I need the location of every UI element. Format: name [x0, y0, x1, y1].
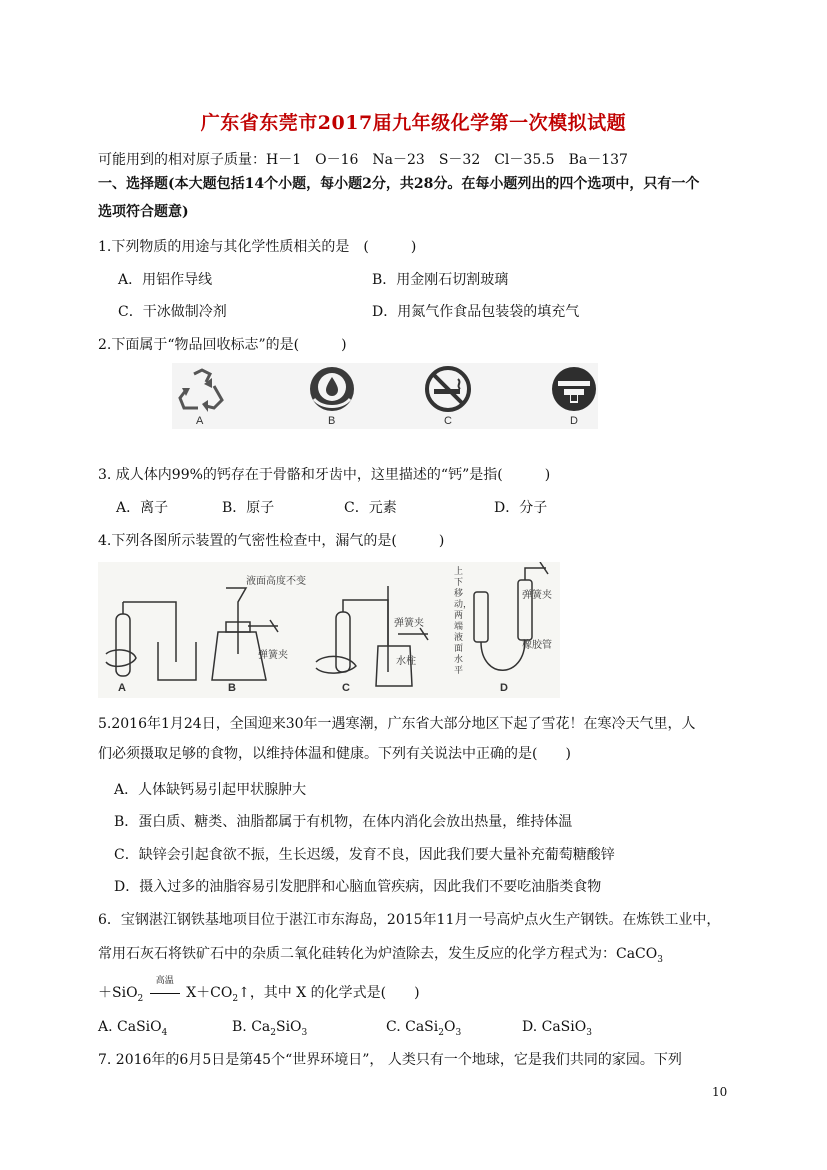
q6-line2: 常用石灰石将铁矿石中的杂质二氧化硅转化为炉渣除去，发生反应的化学方程式为：CaCO$_3$	[98, 946, 663, 965]
eq-right: X＋CO	[186, 985, 233, 1001]
q1-option-d: D．用氮气作食品包装袋的填充气	[372, 304, 580, 320]
q1-option-c: C．干冰做制冷剂	[118, 304, 227, 320]
q5-option-d: D．摄入过多的油脂容易引发肥胖和心脑血管疾病，因此我们不要吃油脂类食物	[114, 879, 602, 895]
q1-option-a: A．用铝作导线	[118, 272, 213, 288]
apparatus-drawing	[98, 562, 560, 698]
q4-label-d: D	[500, 682, 508, 694]
q3-option-c: C．元素	[344, 500, 397, 516]
q4-annot-b-clip: 弹簧夹	[258, 650, 288, 661]
q6-option-a: A. CaSiO$_4$	[98, 1019, 168, 1038]
page-number: 10	[712, 1085, 728, 1099]
q6-option-b: B. $Ca_2SiO_3$	[232, 1019, 308, 1038]
q4-annot-c-water: 水柱	[396, 656, 416, 667]
q6-line1: 6．宝钢湛江钢铁基地项目位于湛江市东海岛，2015年11月一号高炉点火生产钢铁。在炼铁工业中，	[98, 912, 721, 928]
water-saving-icon	[304, 365, 360, 417]
q2-label-d: D	[570, 415, 578, 427]
q6-option-c: C. $CaSi_2O_3$	[386, 1019, 462, 1038]
q4-label-c: C	[342, 682, 350, 694]
q1-option-b: B．用金刚石切割玻璃	[372, 272, 509, 288]
q3-option-d: D．分子	[494, 500, 548, 516]
no-smoking-icon	[420, 365, 476, 417]
atomic-masses: 可能用到的相对原子质量：H－1 O－16 Na－23 S－32 Cl－35.5 Ba－137	[98, 152, 628, 168]
q4-annot-d-tube: 橡胶管	[522, 640, 552, 651]
eq-condition: 高温	[148, 983, 182, 1003]
q4-stem: 4.下列各图所示装置的气密性检查中，漏气的是( )	[98, 533, 445, 549]
section-heading-line1: 一、选择题(本大题包括14个小题，每小题2分，共28分。在每小题列出的四个选项中，只有一个	[98, 176, 700, 192]
q5-option-c: C．缺锌会引起食欲不振，生长迟缓，发育不良，因此我们要大量补充葡萄糖酸锌	[114, 847, 615, 863]
q3-option-a: A．离子	[116, 500, 169, 516]
q2-stem: 2.下面属于“物品回收标志”的是( )	[98, 337, 347, 353]
q4-annot-d-clip: 弹簧夹	[522, 590, 552, 601]
q1-stem: 1.下列物质的用途与其化学性质相关的是 ( )	[98, 239, 417, 255]
recycling-symbols-figure	[172, 363, 598, 429]
q3-stem: 3. 成人体内99%的钙存在于骨骼和牙齿中，这里描述的“钙”是指( )	[98, 467, 551, 483]
q6-option-d: D. CaSiO$_3$	[522, 1019, 592, 1038]
q2-label-b: B	[328, 415, 336, 427]
section-heading-line2: 选项符合题意)	[98, 204, 189, 220]
q5-option-a: A．人体缺钙易引起甲状腺肿大	[114, 782, 307, 798]
energy-saving-icon	[546, 365, 602, 417]
q4-annot-c-clip: 弹簧夹	[394, 618, 424, 629]
q5-line2: 们必须摄取足够的食物，以维持体温和健康。下列有关说法中正确的是( )	[98, 746, 571, 762]
q5-line1: 5.2016年1月24日，全国迎来30年一遇寒潮，广东省大部分地区下起了雪花！在寒冷天气里，人	[98, 716, 696, 732]
q2-label-a: A	[196, 415, 204, 427]
q2-label-c: C	[444, 415, 452, 427]
q4-label-a: A	[118, 682, 126, 694]
q4-annot-b-top: 液面高度不变	[246, 576, 306, 587]
recycle-icon	[174, 366, 230, 416]
q5-option-b: B．蛋白质、糖类、油脂都属于有机物，在体内消化会放出热量，维持体温	[114, 814, 573, 830]
q6-equation: ＋SiO$_2$ 高温 $X+CO_2↑$，其中 X 的化学式是( )	[98, 976, 420, 1004]
eq-left: ＋SiO	[98, 985, 138, 1001]
airtightness-apparatus-figure	[98, 562, 560, 698]
q4-label-b: B	[228, 682, 236, 694]
q7-line1: 7. 2016年的6月5日是第45个“世界环境日”， 人类只有一个地球，它是我们共同的家园。下列	[98, 1052, 682, 1068]
q3-option-b: B．原子	[222, 500, 275, 516]
page-title: 广东省东莞市2017届九年级化学第一次模拟试题	[200, 112, 627, 134]
q4-annot-d-move: 上下移动，两端液面水平	[454, 566, 473, 675]
